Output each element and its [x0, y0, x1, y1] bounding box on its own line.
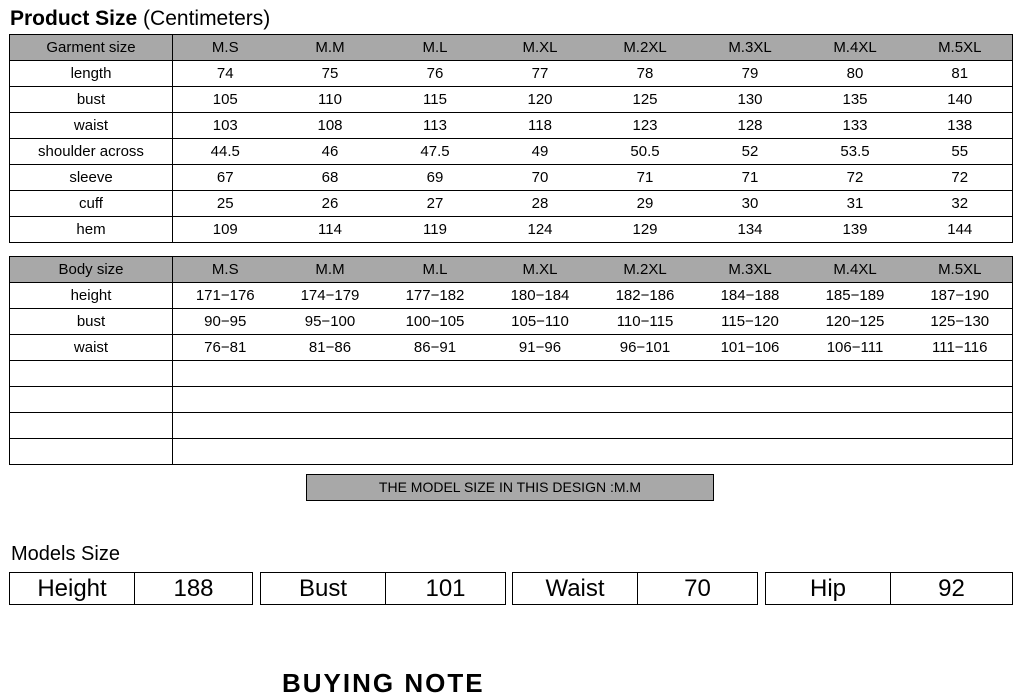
- garment-cell: M.L: [383, 35, 488, 61]
- garment-cell: M.2XL: [593, 35, 698, 61]
- body-empty-row: [10, 361, 1013, 387]
- garment-cell: 26: [278, 191, 383, 217]
- garment-row: [10, 113, 1013, 139]
- garment-cell: 28: [488, 191, 593, 217]
- garment-cell: 52: [698, 139, 803, 165]
- body-cell: M.4XL: [803, 257, 908, 283]
- garment-row-label: bust: [10, 87, 173, 113]
- garment-cell: 144: [908, 217, 1013, 243]
- body-cell: 182−186: [593, 283, 698, 309]
- body-cell: 174−179: [278, 283, 383, 309]
- body-empty-cell: [10, 413, 173, 439]
- body-empty-cell: [173, 387, 1013, 413]
- cut-off-heading: BUYING NOTE: [282, 668, 485, 698]
- garment-cell: 49: [488, 139, 593, 165]
- model-height-label: Height: [10, 573, 135, 604]
- garment-cell: 47.5: [383, 139, 488, 165]
- garment-cell: M.3XL: [698, 35, 803, 61]
- garment-cell: M.S: [173, 35, 278, 61]
- garment-cell: 108: [278, 113, 383, 139]
- model-hip-box: [765, 572, 1013, 605]
- garment-cell: 69: [383, 165, 488, 191]
- title-unit: (Centimeters): [143, 7, 271, 30]
- garment-row: [10, 217, 1013, 243]
- body-cell: M.3XL: [698, 257, 803, 283]
- garment-cell: 130: [698, 87, 803, 113]
- garment-cell: 46: [278, 139, 383, 165]
- garment-cell: 81: [908, 61, 1013, 87]
- title-main: Product Size: [10, 7, 138, 30]
- garment-cell: 74: [173, 61, 278, 87]
- garment-cell: 129: [593, 217, 698, 243]
- garment-cell: 70: [488, 165, 593, 191]
- garment-cell: 25: [173, 191, 278, 217]
- body-cell: M.XL: [488, 257, 593, 283]
- model-waist-box: [512, 572, 758, 605]
- garment-row-label: sleeve: [10, 165, 173, 191]
- garment-row: [10, 165, 1013, 191]
- garment-cell: 113: [383, 113, 488, 139]
- garment-row-label: waist: [10, 113, 173, 139]
- garment-cell: 55: [908, 139, 1013, 165]
- garment-cell: 105: [173, 87, 278, 113]
- body-row-label: bust: [10, 309, 173, 335]
- body-cell: 86−91: [383, 335, 488, 361]
- body-row: [10, 309, 1013, 335]
- body-empty-cell: [10, 439, 173, 465]
- garment-cell: 110: [278, 87, 383, 113]
- garment-row-label: Garment size: [10, 35, 173, 61]
- garment-cell: 109: [173, 217, 278, 243]
- body-cell: 111−116: [908, 335, 1013, 361]
- garment-cell: 78: [593, 61, 698, 87]
- garment-row: [10, 87, 1013, 113]
- body-row-label: waist: [10, 335, 173, 361]
- garment-cell: 71: [593, 165, 698, 191]
- body-row: [10, 283, 1013, 309]
- body-cell: 105−110: [488, 309, 593, 335]
- body-empty-row: [10, 413, 1013, 439]
- garment-row-label: length: [10, 61, 173, 87]
- body-empty-row: [10, 439, 1013, 465]
- garment-cell: 115: [383, 87, 488, 113]
- garment-cell: 79: [698, 61, 803, 87]
- body-cell: 187−190: [908, 283, 1013, 309]
- garment-cell: 76: [383, 61, 488, 87]
- models-size-title: Models Size: [11, 543, 120, 565]
- body-header-row: [10, 257, 1013, 283]
- garment-cell: 32: [908, 191, 1013, 217]
- garment-cell: 139: [803, 217, 908, 243]
- model-bust-label: Bust: [261, 573, 386, 604]
- garment-cell: 120: [488, 87, 593, 113]
- model-bust-value: 101: [425, 575, 466, 602]
- garment-cell: 50.5: [593, 139, 698, 165]
- garment-cell: 135: [803, 87, 908, 113]
- model-hip-value: 92: [938, 575, 965, 602]
- garment-cell: 103: [173, 113, 278, 139]
- body-empty-cell: [10, 361, 173, 387]
- body-row: [10, 335, 1013, 361]
- garment-cell: 80: [803, 61, 908, 87]
- garment-cell: M.5XL: [908, 35, 1013, 61]
- garment-cell: 138: [908, 113, 1013, 139]
- garment-cell: 72: [803, 165, 908, 191]
- model-waist-value: 70: [684, 575, 711, 602]
- garment-cell: 53.5: [803, 139, 908, 165]
- body-cell: 177−182: [383, 283, 488, 309]
- body-cell: 91−96: [488, 335, 593, 361]
- garment-cell: 27: [383, 191, 488, 217]
- body-empty-row: [10, 387, 1013, 413]
- garment-cell: 30: [698, 191, 803, 217]
- garment-cell: 140: [908, 87, 1013, 113]
- body-cell: 95−100: [278, 309, 383, 335]
- garment-row: [10, 139, 1013, 165]
- garment-cell: 119: [383, 217, 488, 243]
- body-cell: 180−184: [488, 283, 593, 309]
- garment-cell: 134: [698, 217, 803, 243]
- garment-cell: 123: [593, 113, 698, 139]
- garment-cell: 29: [593, 191, 698, 217]
- body-cell: M.L: [383, 257, 488, 283]
- body-cell: 171−176: [173, 283, 278, 309]
- garment-row: [10, 191, 1013, 217]
- model-height-box: [9, 572, 253, 605]
- body-cell: 185−189: [803, 283, 908, 309]
- garment-cell: 125: [593, 87, 698, 113]
- body-size-table: [9, 256, 1013, 465]
- garment-cell: 68: [278, 165, 383, 191]
- garment-cell: 72: [908, 165, 1013, 191]
- page-title: [10, 6, 270, 32]
- garment-cell: 114: [278, 217, 383, 243]
- body-cell: 110−115: [593, 309, 698, 335]
- model-hip-label: Hip: [766, 573, 891, 604]
- body-empty-cell: [10, 387, 173, 413]
- body-cell: M.M: [278, 257, 383, 283]
- garment-header-row: [10, 35, 1013, 61]
- body-empty-cell: [173, 361, 1013, 387]
- body-cell: 125−130: [908, 309, 1013, 335]
- body-cell: 184−188: [698, 283, 803, 309]
- garment-cell: 31: [803, 191, 908, 217]
- garment-row-label: hem: [10, 217, 173, 243]
- body-row-label: Body size: [10, 257, 173, 283]
- body-empty-cell: [173, 439, 1013, 465]
- garment-cell: 77: [488, 61, 593, 87]
- garment-cell: 67: [173, 165, 278, 191]
- garment-row-label: cuff: [10, 191, 173, 217]
- garment-cell: 118: [488, 113, 593, 139]
- garment-cell: 124: [488, 217, 593, 243]
- body-cell: M.2XL: [593, 257, 698, 283]
- body-cell: 90−95: [173, 309, 278, 335]
- body-cell: 115−120: [698, 309, 803, 335]
- body-cell: 96−101: [593, 335, 698, 361]
- garment-row: [10, 61, 1013, 87]
- body-cell: 76−81: [173, 335, 278, 361]
- model-height-value: 188: [173, 575, 214, 602]
- body-row-label: height: [10, 283, 173, 309]
- body-cell: M.5XL: [908, 257, 1013, 283]
- body-cell: 101−106: [698, 335, 803, 361]
- garment-cell: 128: [698, 113, 803, 139]
- garment-size-table: [9, 34, 1013, 243]
- garment-row-label: shoulder across: [10, 139, 173, 165]
- garment-cell: 44.5: [173, 139, 278, 165]
- garment-cell: 133: [803, 113, 908, 139]
- body-empty-cell: [173, 413, 1013, 439]
- body-cell: 81−86: [278, 335, 383, 361]
- body-cell: 120−125: [803, 309, 908, 335]
- garment-cell: M.4XL: [803, 35, 908, 61]
- body-cell: 100−105: [383, 309, 488, 335]
- model-size-banner: THE MODEL SIZE IN THIS DESIGN :M.M: [306, 474, 714, 501]
- body-cell: M.S: [173, 257, 278, 283]
- model-waist-label: Waist: [513, 573, 638, 604]
- model-bust-box: [260, 572, 506, 605]
- body-cell: 106−111: [803, 335, 908, 361]
- garment-cell: M.M: [278, 35, 383, 61]
- garment-cell: M.XL: [488, 35, 593, 61]
- garment-cell: 75: [278, 61, 383, 87]
- garment-cell: 71: [698, 165, 803, 191]
